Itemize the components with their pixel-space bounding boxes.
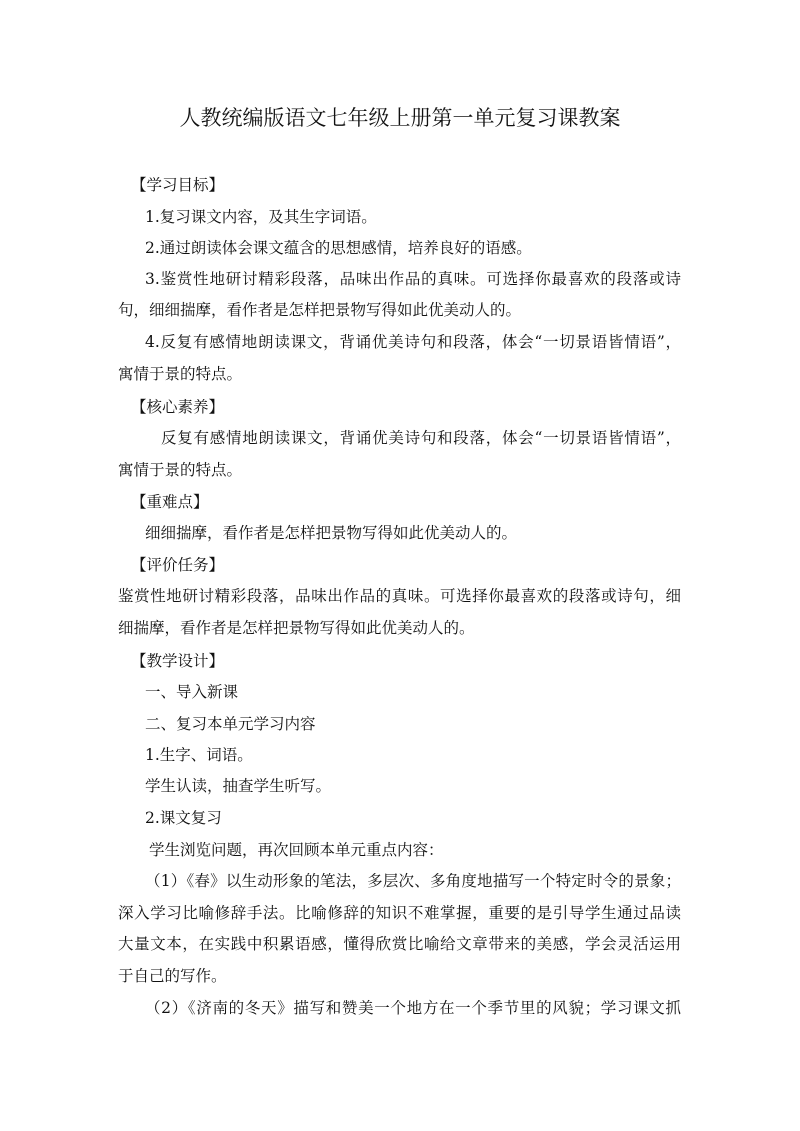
paragraph-line: 2.课文复习: [145, 809, 222, 827]
paragraph-line: 2.通过朗读体会课文蕴含的思想感情，培养良好的语感。: [145, 239, 532, 257]
paragraph-line: 学生认读，抽查学生听写。: [145, 777, 332, 795]
paragraph-line: （2）《济南的冬天》描写和赞美一个地方在一个季节里的风貌；学习课文抓: [145, 999, 681, 1017]
section-heading-evaluation: 【评价任务】: [131, 556, 225, 574]
paragraph-line: 1.生字、词语。: [145, 746, 253, 764]
paragraph-line: 细揣摩，看作者是怎样把景物写得如此优美动人的。: [118, 619, 475, 637]
paragraph-line: 深入学习比喻修辞手法。比喻修辞的知识不难掌握，重要的是引导学生通过品读: [118, 904, 681, 922]
paragraph-line: 鉴赏性地研讨精彩段落，品味出作品的真味。可选择你最喜欢的段落或诗句，细: [118, 587, 681, 605]
document-title: 人教统编版语文七年级上册第一单元复习课教案: [179, 106, 621, 130]
paragraph-line: 细细揣摩，看作者是怎样把景物写得如此优美动人的。: [145, 524, 518, 542]
paragraph-line: 于自己的写作。: [118, 967, 227, 985]
paragraph-line: 大量文本，在实践中积累语感，懂得欣赏比喻给文章带来的美感，学会灵活运用: [118, 935, 681, 953]
section-heading-core-literacy: 【核心素养】: [131, 398, 225, 416]
section-heading-teaching-design: 【教学设计】: [131, 652, 225, 670]
paragraph-line: 寓情于景的特点。: [118, 365, 243, 383]
paragraph-line: 二、复习本单元学习内容: [145, 715, 316, 733]
paragraph-line: 一、导入新课: [145, 683, 239, 701]
paragraph-line: 句，细细揣摩，看作者是怎样把景物写得如此优美动人的。: [118, 301, 522, 319]
paragraph-line: 1.复习课文内容，及其生字词语。: [145, 208, 377, 226]
paragraph-line: 3.鉴赏性地研讨精彩段落，品味出作品的真味。可选择你最喜欢的段落或诗: [145, 270, 681, 288]
paragraph-line: 寓情于景的特点。: [118, 461, 243, 479]
paragraph-line: 反复有感情地朗读课文，背诵优美诗句和段落，体会“一切景语皆情语”，: [161, 429, 681, 447]
paragraph-line: 4.反复有感情地朗读课文，背诵优美诗句和段落，体会“一切景语皆情语”，: [145, 333, 681, 351]
paragraph-line: （1）《春》以生动形象的笔法，多层次、多角度地描写一个特定时令的景象；: [145, 872, 681, 890]
section-heading-objectives: 【学习目标】: [131, 176, 225, 194]
section-heading-key-points: 【重难点】: [131, 493, 209, 511]
paragraph-line: 学生浏览问题，再次回顾本单元重点内容：: [149, 841, 444, 859]
